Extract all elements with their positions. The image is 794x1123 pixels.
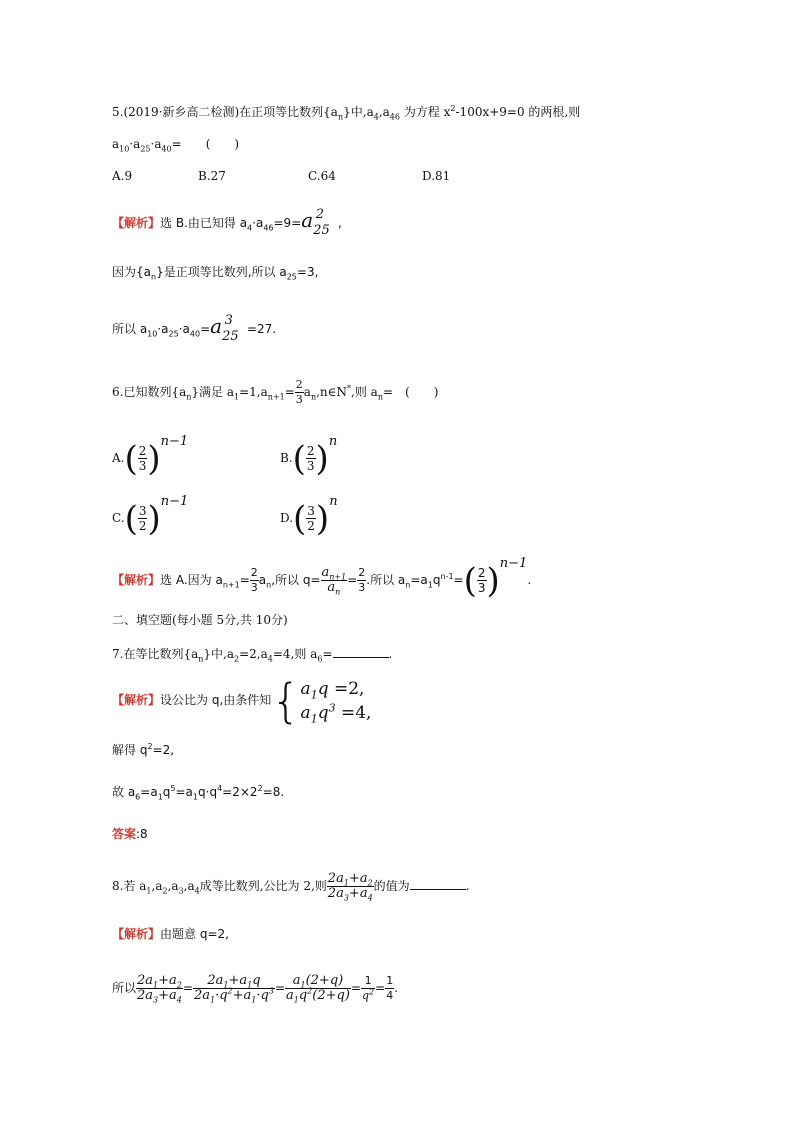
- q6-stem-part: = ( ): [383, 385, 439, 399]
- q8-stem: 8.若 $a_1,a_2,a_3,a_4$成等比数列,公比为 2,则 $\frac{2a_1+a_2}{2a_3+a_4}$ 的值为 .: [112, 871, 470, 903]
- q7-sol-part: 设公比为 q,由条件知: [160, 693, 272, 707]
- q6-option-c: C.( $\frac{3}{2}$ )$^{n-1}$: [112, 494, 189, 539]
- q5-solution-line2: 因为$\{a_n\}$是正项等比数列,所以 $a_{25}=3$,: [112, 265, 319, 282]
- q6-option-label: A.: [112, 451, 125, 465]
- q7-stem-part: }中,a: [203, 647, 235, 661]
- q8-stem-part: 成等比数列,公比为 2,则: [199, 879, 327, 893]
- q7-solution-line1: 【解析】设公比为 q,由条件知{ $a_1q =2$, $a_1q^3 =4$,: [112, 673, 372, 728]
- q6-stem-part: }满足 a: [191, 385, 235, 399]
- q5-sol-part: 所以 a: [112, 322, 148, 336]
- q7-solution-line2: 解得 $q^2=2$,: [112, 742, 175, 757]
- q8-stem-part: ,a: [167, 879, 179, 893]
- q7-eq2-rhs: =4,: [340, 702, 372, 723]
- q6-sol-part: 选 A.因为 a: [160, 573, 223, 587]
- q6-sol-part: q: [432, 573, 441, 587]
- q8-sol-part: 所以: [112, 981, 137, 995]
- q6-sol-part: .所以 a: [366, 573, 406, 587]
- q5-option-d: D.81: [422, 169, 451, 183]
- q7-sol-part: q·q: [198, 785, 218, 799]
- q7-answer-value: :8: [136, 827, 148, 841]
- q7-answer: [112, 826, 148, 842]
- q8-sol-part: 由题意 q=2,: [160, 927, 229, 941]
- answer-blank: [410, 879, 466, 890]
- q5-option-a: A.9: [112, 169, 133, 183]
- q7-sol-part: 解得 q: [112, 743, 148, 757]
- q7-sol-part: =8.: [262, 785, 285, 799]
- q6-option-label: D.: [280, 511, 294, 525]
- q5-stem-part: }中,a: [343, 105, 374, 119]
- q7-sol-part: =a: [175, 785, 193, 799]
- q8-stem-part: ,a: [183, 879, 195, 893]
- q6-stem-part: =1,a: [239, 385, 268, 399]
- q5-stem-part: 5.(2019·新乡高二检测)在正项等比数列{a: [112, 105, 338, 119]
- q6-option-label: C.: [112, 511, 125, 525]
- q6-sol-part: =: [453, 573, 464, 587]
- q7-sol-part: q: [162, 785, 171, 799]
- q5-stem-line1: 5.(2019·新乡高二检测)在正项等比数列$\{a_n\}$中$,a_4,a_{46}$ 为方程 $x^2-100x+9=0$ 的两根,则: [112, 104, 581, 122]
- q5-stem-tail: = ( ): [171, 137, 240, 151]
- q6-sol-part: =a: [410, 573, 428, 587]
- q7-sol-part: =2×2: [222, 785, 258, 799]
- q8-solution-line1: [112, 926, 229, 942]
- q6-stem-part: ,n∈N: [316, 385, 348, 399]
- q7-stem-part: 7.在等比数列{a: [112, 647, 199, 661]
- q7-sol-part: 故 a: [112, 785, 136, 799]
- q5-stem-part: 为方程 x: [403, 105, 451, 119]
- q6-option-label: B.: [280, 451, 293, 465]
- q8-solution-line2: 所以 $\frac{2a_1+a_2}{2a_3+a_4}$ = $\frac{2a_1+a_1q}{2a_1\cdot q^2+a_1\cdot q^3}$ = $\frac{a_1(2+q)}{a_1q^2(2+q)}$ = $\frac{1}{q^2}$ = $\frac{1}{4}$ .: [112, 973, 399, 1005]
- q5-solution-line3: 所以 $a_{10}\cdot a_{25}\cdot a_{40}=a_{25}^3=27$.: [112, 313, 277, 345]
- q6-sol-part: ,所以 q=: [271, 573, 321, 587]
- analysis-tag: 【解析】: [112, 927, 161, 941]
- q5-sol-part: =3,: [296, 265, 319, 279]
- q7-eq1-rhs: =2,: [333, 678, 365, 699]
- q5-stem-line2: $a_{10}\cdot a_{25}\cdot a_{40}=$ ( ): [112, 137, 240, 154]
- q5-sol-part: =9=: [273, 216, 302, 230]
- q8-stem-part: 8.若 a: [112, 879, 147, 893]
- q7-sol-part: =2,: [152, 743, 175, 757]
- answer-blank: [333, 647, 389, 658]
- q5-solution-line1: 【解析】选 B.由已知得 $a_4\cdot a_{46}=9=a_{25}^2$,: [112, 207, 342, 239]
- q7-stem-part: =2,a: [239, 647, 268, 661]
- analysis-tag: 【解析】: [112, 573, 161, 587]
- q7-solution-line3: 故 $a_6=a_1q^5=a_1q\cdot q^4=2\times 2^2=8$.: [112, 784, 285, 802]
- q5-sol-part: 选 B.由已知得 a: [160, 216, 248, 230]
- q7-stem-part: =4,则 a: [272, 647, 318, 661]
- analysis-tag: 【解析】: [112, 216, 161, 230]
- q6-option-b: B.( $\frac{2}{3}$ )$^n$: [280, 434, 338, 479]
- q5-sol-part: =27.: [246, 322, 277, 336]
- analysis-tag: 【解析】: [112, 693, 161, 707]
- q7-stem-part: =: [322, 647, 333, 661]
- answer-label: 答案: [112, 827, 137, 841]
- q5-option-b: B.27: [198, 169, 226, 183]
- q5-stem-part: -100x+9=0 的两根,则: [455, 105, 581, 119]
- q6-option-a: A.( $\frac{2}{3}$ )$^{n-1}$: [112, 434, 189, 479]
- q6-stem-part: a: [303, 385, 311, 399]
- q5-stem-part: ,a: [378, 105, 390, 119]
- section-heading-fill-blank: 二、填空题(每小题 5分,共 10分): [112, 613, 288, 627]
- q6-stem: 6.已知数列$\{a_n\}$满足 $a_1=1,a_{n+1}=$ $\frac{2}{3}$ $a_n,n\in N^*$,则 $a_n=$ ( ): [112, 378, 439, 406]
- q7-stem: 7.在等比数列$\{a_n\}$中$,a_2=2,a_4=4$,则 $a_6=$ .: [112, 647, 393, 664]
- q5-sol-part: 因为{a: [112, 265, 151, 279]
- q8-stem-part: ,a: [151, 879, 163, 893]
- q6-sol-part: a: [258, 573, 267, 587]
- q8-stem-part: 的值为: [373, 879, 410, 893]
- q5-option-c: C.64: [308, 169, 336, 183]
- q6-stem-part: 6.已知数列{a: [112, 385, 187, 399]
- q6-stem-part: ,则 a: [351, 385, 378, 399]
- q6-solution: 【解析】选 A.因为 $a_{n+1}=$ $\frac{2}{3}$ $a_n$,所以 q= $\frac{a_{n+1}}{a_n}$ = $\frac{2}{3}$ .所以 $a_n=a_1q^{n-1}=$( $\frac{2}{3}$ )$^{n-1}$.: [112, 556, 532, 601]
- q7-sol-part: =a: [140, 785, 158, 799]
- q6-option-d: D.( $\frac{3}{2}$ )$^n$: [280, 494, 338, 539]
- q5-sol-part: }是正项等比数列,所以 a: [156, 265, 287, 279]
